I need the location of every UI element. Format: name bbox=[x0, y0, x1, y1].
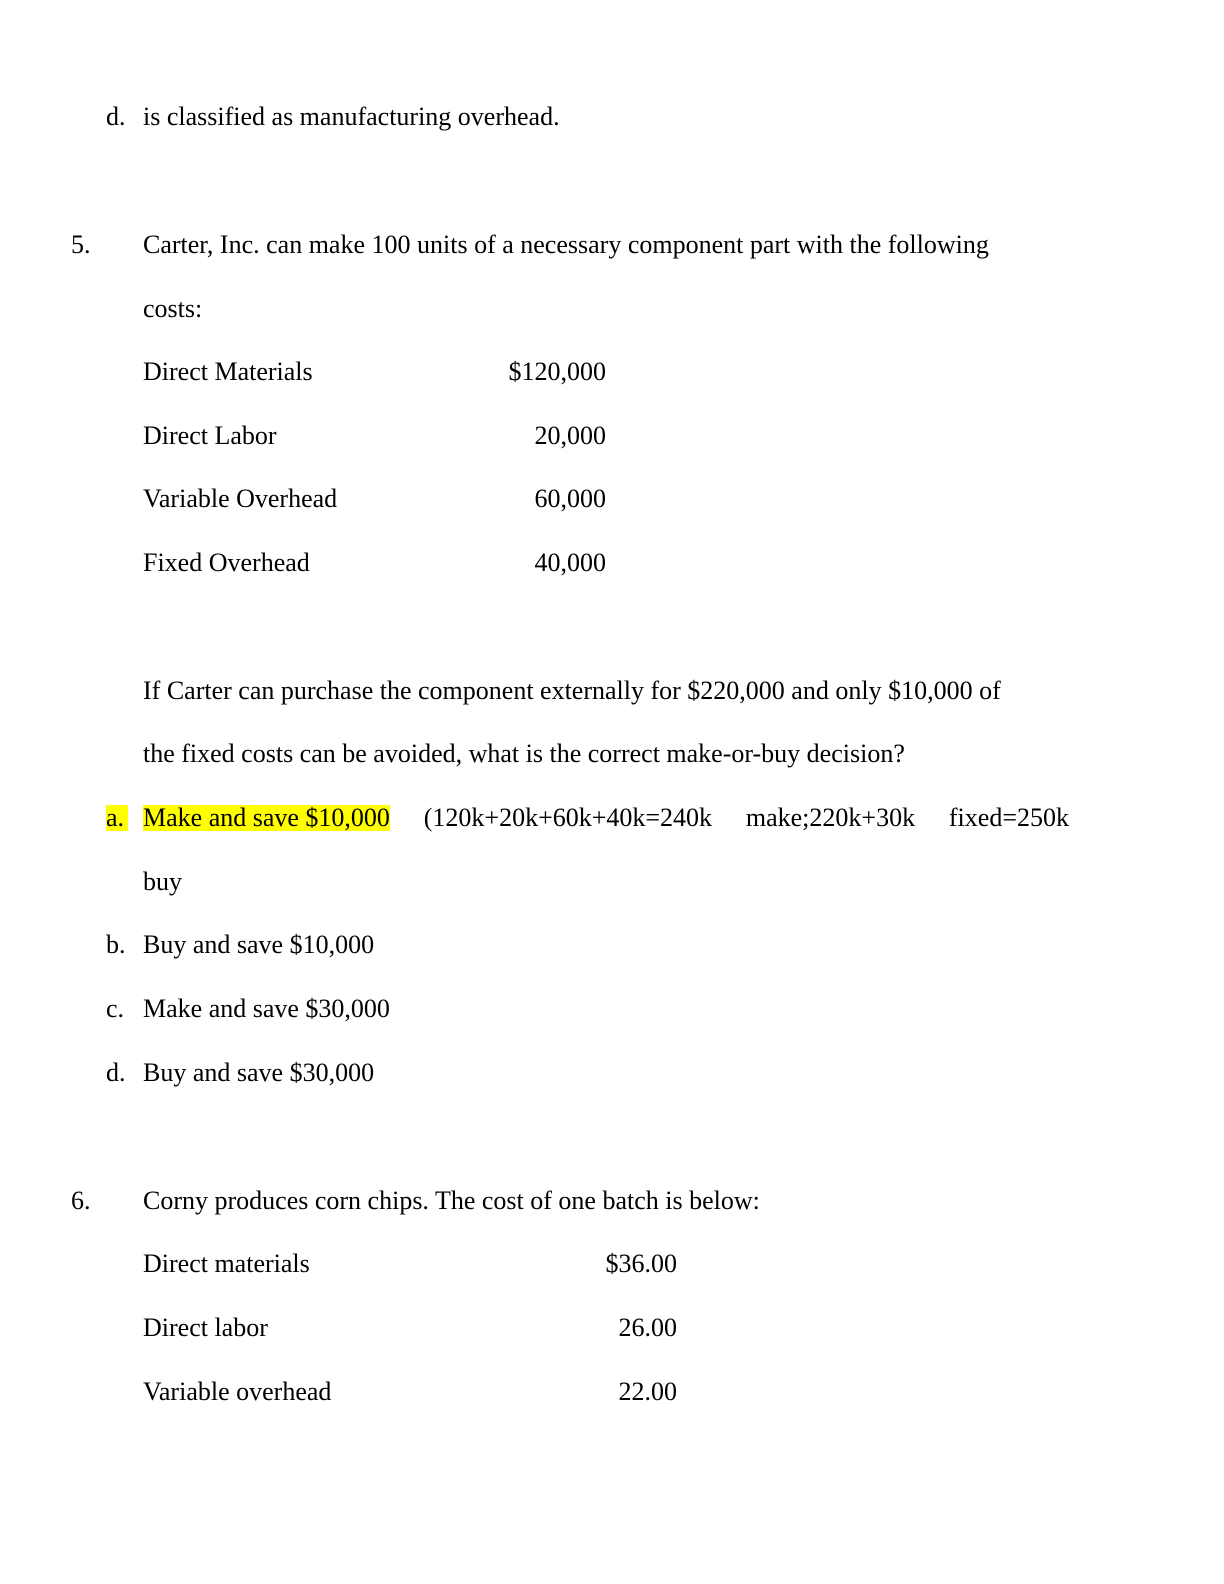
q5-cost-label: Direct Labor bbox=[143, 421, 277, 450]
q6-number: 6. bbox=[71, 1186, 91, 1215]
q4-option-d-letter: d. bbox=[106, 102, 126, 131]
q6-stem: Corny produces corn chips. The cost of one batch is below: bbox=[143, 1186, 760, 1215]
q5-stem-line1: Carter, Inc. can make 100 units of a necessary component part with the following bbox=[143, 230, 989, 259]
q5-option-c-letter: c. bbox=[106, 994, 125, 1023]
q5-question-line2: the fixed costs can be avoided, what is the correct make-or-buy decision? bbox=[143, 739, 905, 768]
q5-cost-amount: 60,000 bbox=[534, 484, 606, 513]
q6-cost-label: Direct materials bbox=[143, 1249, 310, 1278]
q5-cost-amount: $120,000 bbox=[508, 357, 606, 386]
q5-option-a-text: Make and save $10,000 bbox=[143, 803, 390, 832]
q5-option-a-letter: a. bbox=[106, 805, 128, 831]
q5-cost-label: Variable Overhead bbox=[143, 484, 338, 513]
q5-option-b-letter: b. bbox=[106, 930, 126, 959]
q5-option-a-note-word: make;220k+30k bbox=[745, 803, 916, 832]
q5-option-d-text: Buy and save $30,000 bbox=[143, 1058, 375, 1087]
q5-option-a-note-cont: buy bbox=[143, 867, 182, 896]
q6-cost-label: Variable overhead bbox=[143, 1377, 332, 1406]
q5-cost-label: Fixed Overhead bbox=[143, 548, 310, 577]
q6-cost-amount: 22.00 bbox=[618, 1377, 677, 1406]
q5-option-a-note-word: (120k+20k+60k+40k=240k bbox=[423, 803, 713, 832]
q5-number: 5. bbox=[71, 230, 91, 259]
q6-cost-label: Direct labor bbox=[143, 1313, 268, 1342]
q5-option-b-text: Buy and save $10,000 bbox=[143, 930, 375, 959]
q4-option-d-text: is classified as manufacturing overhead. bbox=[143, 102, 560, 131]
q5-option-c-text: Make and save $30,000 bbox=[143, 994, 390, 1023]
q5-cost-label: Direct Materials bbox=[143, 357, 313, 386]
q5-cost-amount: 20,000 bbox=[534, 421, 606, 450]
q5-cost-amount: 40,000 bbox=[534, 548, 606, 577]
q5-option-d-letter: d. bbox=[106, 1058, 126, 1087]
q5-option-a-line bbox=[143, 805, 1069, 831]
q6-cost-amount: $36.00 bbox=[605, 1249, 677, 1278]
q5-question-line1: If Carter can purchase the component externally for $220,000 and only $10,000 of bbox=[143, 676, 1001, 705]
q5-option-a-note-word: fixed=250k bbox=[948, 803, 1069, 832]
q6-cost-amount: 26.00 bbox=[618, 1313, 677, 1342]
q5-stem-line2: costs: bbox=[143, 294, 203, 323]
